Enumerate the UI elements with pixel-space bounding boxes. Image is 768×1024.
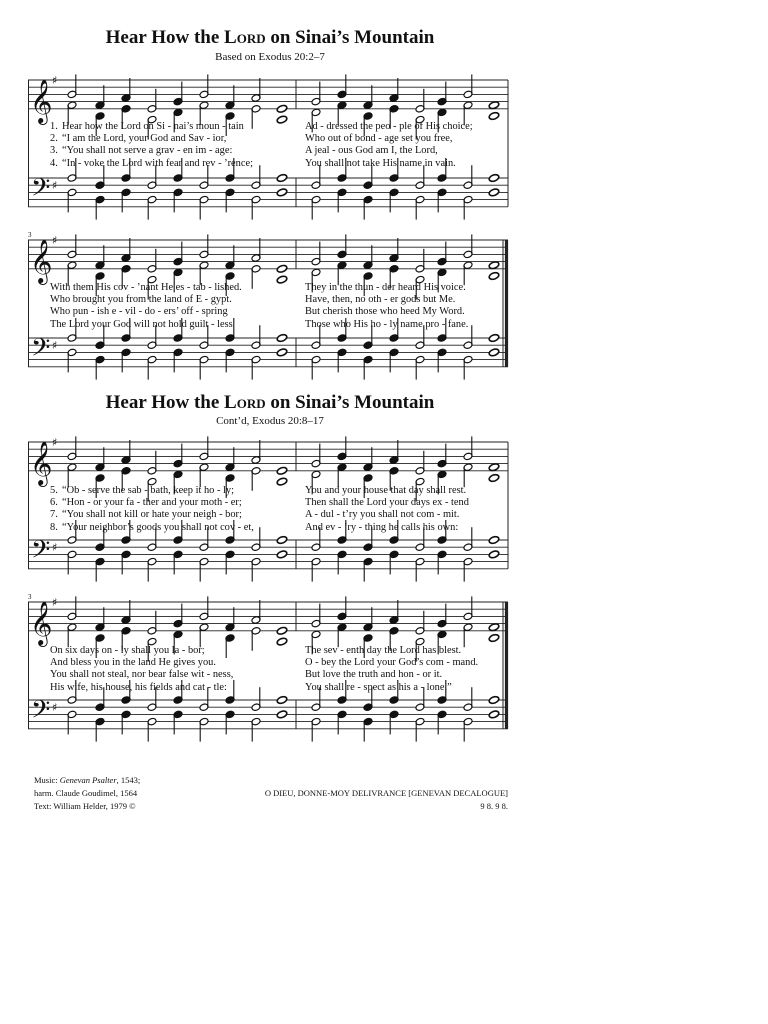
notehead bbox=[276, 710, 287, 719]
lyric-second-half: A jeal - ous God am I, the Lord, bbox=[305, 145, 438, 157]
verse-line bbox=[50, 668, 520, 681]
measure-number: 3 bbox=[28, 593, 32, 601]
verse-line bbox=[50, 496, 520, 509]
verse-line bbox=[50, 293, 520, 306]
treble-clef: 𝄞 bbox=[30, 600, 53, 645]
notehead bbox=[488, 173, 499, 182]
lyric-first-half: The Lord your God will not hold guilt - less bbox=[50, 318, 233, 330]
notehead bbox=[488, 188, 499, 197]
notehead bbox=[276, 333, 287, 342]
lyric-first-half: Who brought you from the land of E - gypt. bbox=[50, 294, 232, 306]
verse-number: 3. bbox=[50, 145, 58, 157]
lyric-second-half: They in the thun - der heard His voice. bbox=[305, 282, 466, 293]
notehead bbox=[276, 173, 287, 182]
verse-number: 5. bbox=[50, 485, 58, 496]
notehead bbox=[488, 473, 499, 482]
tune-name: O DIEU, DONNE-MOY DELIVRANCE [GENEVAN DECALOGUE] bbox=[264, 788, 508, 798]
notehead bbox=[488, 695, 499, 704]
verse-line bbox=[50, 144, 520, 157]
lyric-first-half: “You shall not serve a grav - en im - age: bbox=[62, 145, 233, 157]
bass-clef: 𝄢 bbox=[31, 173, 51, 209]
notehead bbox=[276, 348, 287, 357]
lyric-second-half: You shall not take His name in vain. bbox=[305, 157, 456, 169]
lyric-second-half: O - bey the Lord your God’s com - mand. bbox=[305, 657, 479, 669]
notehead bbox=[276, 104, 287, 113]
lyric-second-half: Ad - dressed the peo - ple of His choice; bbox=[305, 121, 473, 132]
notehead bbox=[276, 466, 287, 475]
verse-line bbox=[50, 120, 520, 133]
lyric-second-half: You and your house that day shall rest. bbox=[305, 485, 467, 496]
lyric-second-half: A - dul - t’ry you shall not com - mit. bbox=[305, 509, 460, 521]
verse-number: 2. bbox=[50, 133, 58, 145]
lyric-second-half: Those who His ho - ly name pro - fane. bbox=[305, 318, 469, 330]
lyric-first-half: Who pun - ish e - vil - do - ers’ off - spring bbox=[50, 306, 228, 318]
lyric-first-half: And bless you in the land He gives you. bbox=[50, 657, 216, 669]
notehead bbox=[276, 188, 287, 197]
verse-line bbox=[50, 508, 520, 521]
verse-line bbox=[50, 656, 520, 669]
meter: 9 8. 9 8. bbox=[480, 801, 508, 811]
lyric-second-half: You shall re - spect as his a - lone.” bbox=[305, 681, 452, 693]
notehead bbox=[488, 271, 499, 280]
verse-number: 6. bbox=[50, 497, 58, 509]
notehead bbox=[488, 333, 499, 342]
key-signature-sharp: ♯ bbox=[52, 541, 58, 555]
lyric-first-half: On six days on - ly shall you la - bor; bbox=[50, 645, 205, 656]
verse-line bbox=[50, 281, 520, 294]
key-signature-sharp: ♯ bbox=[52, 234, 58, 247]
key-signature-sharp: ♯ bbox=[52, 74, 58, 87]
lyric-first-half: “You shall not kill or hate your neigh - bor; bbox=[62, 509, 242, 521]
lyric-second-half: But cherish those who heed My Word. bbox=[305, 306, 465, 318]
lyric-second-half: Who out of bond - age set you free, bbox=[305, 133, 453, 145]
lyric-first-half: “Ob - serve the sab - bath, keep it ho - ly; bbox=[62, 485, 234, 496]
treble-clef: 𝄞 bbox=[30, 238, 53, 283]
lyric-first-half: “I am the Lord, your God and Sav - ior, bbox=[62, 133, 227, 145]
notehead bbox=[276, 550, 287, 559]
harmony-credit: harm. Claude Goudimel, 1564 bbox=[34, 788, 138, 798]
lyric-first-half: Hear how the Lord on Si - nai’s moun - tain bbox=[62, 121, 244, 132]
notehead bbox=[488, 710, 499, 719]
lyric-second-half: And ev - ’ry - thing he calls his own: bbox=[305, 521, 459, 533]
verse-line bbox=[50, 157, 520, 170]
notehead bbox=[276, 535, 287, 544]
key-signature-sharp: ♯ bbox=[52, 596, 58, 609]
text-credit: Text: William Helder, 1979 © bbox=[34, 801, 136, 811]
lyric-second-half: Have, then, no oth - er gods but Me. bbox=[305, 294, 456, 306]
notehead bbox=[488, 633, 499, 642]
key-signature-sharp: ♯ bbox=[52, 701, 58, 715]
hymn-title-2: Hear How the Lord on Sinai’s Mountain bbox=[105, 392, 435, 413]
hymn-subtitle-1: Based on Exodus 20:2–7 bbox=[215, 51, 325, 63]
treble-clef: 𝄞 bbox=[30, 440, 53, 485]
verse-line bbox=[50, 318, 520, 331]
verse-line bbox=[50, 305, 520, 318]
treble-clef: 𝄞 bbox=[30, 78, 53, 123]
verse-number: 8. bbox=[50, 521, 58, 533]
hymn-subtitle-2: Cont’d, Exodus 20:8–17 bbox=[216, 415, 324, 427]
verse-line bbox=[50, 644, 520, 657]
lyric-second-half: But love the truth and hon - or it. bbox=[305, 669, 443, 681]
hymn-title-1: Hear How the Lord on Sinai’s Mountain bbox=[105, 27, 435, 48]
bass-clef: 𝄢 bbox=[31, 695, 51, 731]
notehead bbox=[276, 264, 287, 273]
notehead bbox=[276, 695, 287, 704]
bass-clef: 𝄢 bbox=[31, 535, 51, 571]
notehead bbox=[276, 626, 287, 635]
verse-line bbox=[50, 132, 520, 145]
lyric-second-half: The sev - enth day the Lord has blest. bbox=[305, 645, 462, 656]
verse-number: 1. bbox=[50, 121, 58, 132]
verse-line bbox=[50, 521, 520, 534]
tune-info bbox=[220, 787, 508, 813]
measure-number: 3 bbox=[28, 231, 32, 239]
lyric-first-half: With them His cov - ’nant He es - tab - lished. bbox=[50, 282, 242, 293]
credits bbox=[34, 774, 140, 813]
lyric-second-half: Then shall the Lord your days ex - tend bbox=[305, 497, 469, 509]
notehead bbox=[488, 535, 499, 544]
bass-clef: 𝄢 bbox=[31, 333, 51, 369]
lyric-first-half: His wife, his house, his fields and cat - tle: bbox=[50, 681, 227, 693]
key-signature-sharp: ♯ bbox=[52, 179, 58, 193]
notehead bbox=[488, 348, 499, 357]
verse-line bbox=[50, 681, 520, 694]
lyric-first-half: “In - voke the Lord with fear and rev - ’rence; bbox=[62, 157, 253, 169]
key-signature-sharp: ♯ bbox=[52, 436, 58, 449]
verse-line bbox=[50, 484, 520, 497]
lyric-first-half: “Your neighbor’s goods you shall not cov - et, bbox=[62, 521, 254, 533]
notehead bbox=[488, 550, 499, 559]
verse-number: 7. bbox=[50, 509, 58, 521]
key-signature-sharp: ♯ bbox=[52, 339, 58, 353]
music-credit: Music: Genevan Psalter, 1543; bbox=[34, 775, 141, 785]
lyric-first-half: “Hon - or your fa - ther and your moth - er; bbox=[62, 497, 242, 509]
verse-number: 4. bbox=[50, 157, 58, 169]
lyric-first-half: You shall not steal, nor bear false wit - ness, bbox=[50, 669, 234, 681]
